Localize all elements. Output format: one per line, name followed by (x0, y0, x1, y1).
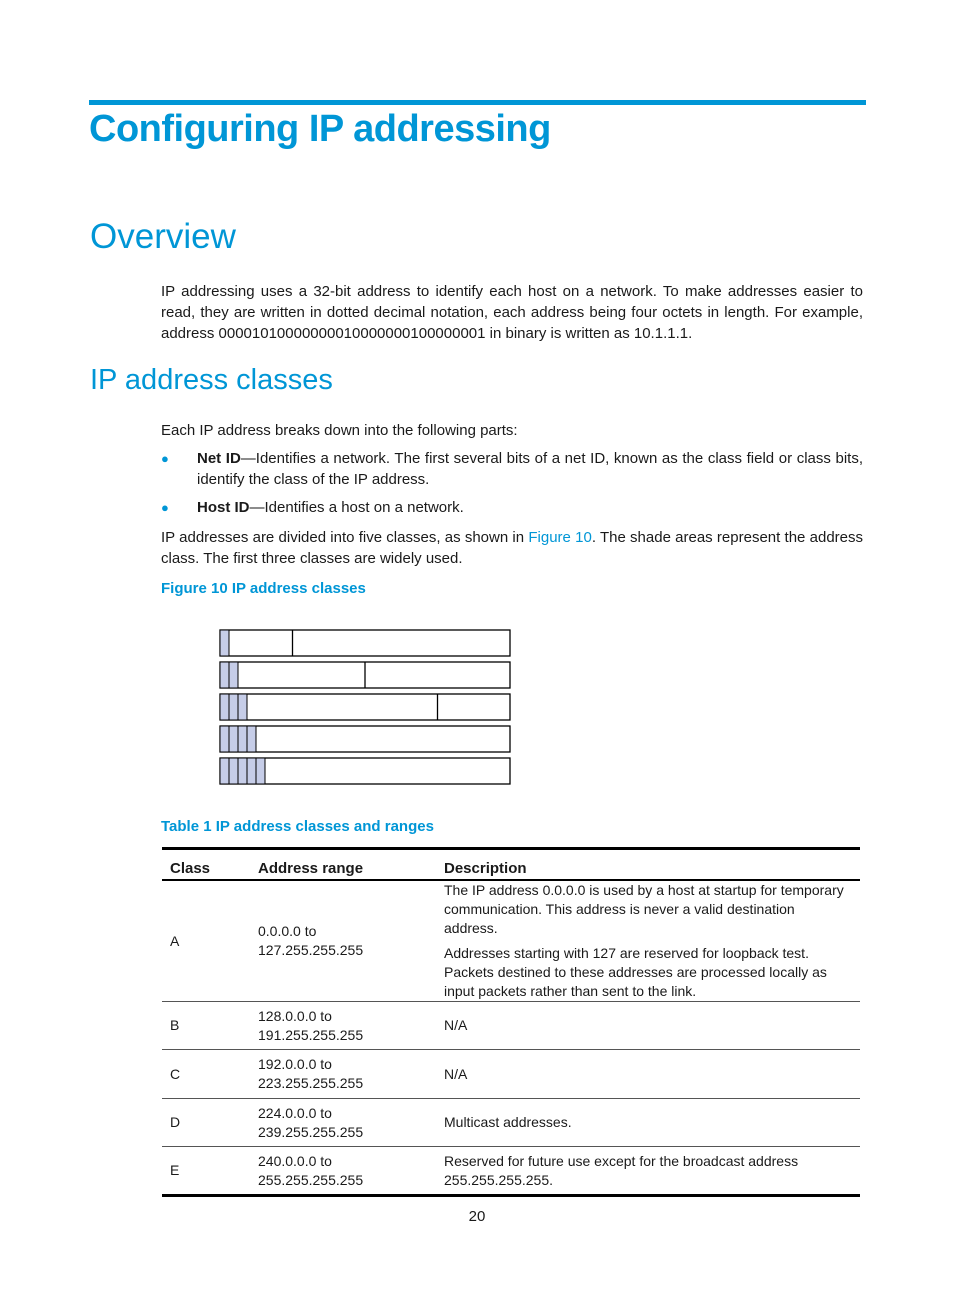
table-row (162, 1099, 860, 1147)
overview-heading: Overview (90, 217, 236, 256)
cell-class: E (162, 1147, 250, 1196)
overview-paragraph: IP addressing uses a 32-bit address to identify each host on a network. To make addresses easier to read, they are written in dotted decimal notation, each address being four octets in length. For example, address 00001010000000010000000100000001 in binary is written as 10.1.1.1. (161, 283, 863, 342)
table-caption: Table 1 IP address classes and ranges (161, 818, 434, 835)
page-number: 20 (468, 1208, 486, 1225)
table-row (162, 1002, 860, 1050)
bullet-dot-icon: ● (161, 451, 169, 466)
class-bit-cell (238, 758, 247, 784)
class-bit-cell (256, 758, 265, 784)
class-bit-cell (238, 726, 247, 752)
class-bit-cell (220, 630, 229, 656)
header-description: Description (436, 849, 860, 881)
table-row (162, 1147, 860, 1196)
classes-paragraph-text: IP addresses are divided into five classes, as shown in (161, 529, 529, 546)
class-bit-cell (229, 726, 238, 752)
cell-class: C (162, 1050, 250, 1099)
ip-address-classes-heading: IP address classes (90, 364, 333, 396)
cell-range: 240.0.0.0 to 255.255.255.255 (250, 1147, 436, 1196)
classes-paragraph-text-end: . The shade areas represent the address class. The first three classes are widely used. (161, 529, 863, 567)
class-bit-cell (220, 662, 229, 688)
cell-class: A (162, 880, 250, 1002)
cell-description: N/A (436, 1050, 860, 1099)
bullet-term: Net ID (197, 450, 241, 467)
intro-paragraph: Each IP address breaks down into the following parts: (161, 422, 518, 439)
class-bit-cell (220, 758, 229, 784)
class-bit-cell (229, 662, 238, 688)
bullet-text: —Identifies a network. The first several bits of a net ID, known as the class field or class bits, identify the class of the IP address. (197, 450, 863, 488)
chapter-title: Configuring IP addressing (89, 108, 551, 150)
cell-range: 192.0.0.0 to 223.255.255.255 (250, 1050, 436, 1099)
header-class: Class (162, 849, 250, 881)
cell-range: 128.0.0.0 to 191.255.255.255 (250, 1002, 436, 1050)
chapter-rule (89, 100, 866, 105)
class-row-box (220, 694, 510, 720)
class-bit-cell (220, 694, 229, 720)
cell-description: Multicast addresses. (436, 1099, 860, 1147)
class-bit-cell (229, 758, 238, 784)
cell-description: N/A (436, 1002, 860, 1050)
class-bit-cell (229, 694, 238, 720)
bullet-dot-icon: ● (161, 500, 169, 515)
figure-caption: Figure 10 IP address classes (161, 580, 366, 597)
cell-description: The IP address 0.0.0.0 is used by a host at startup for temporary communication. This address is never a valid destination address. Addresses starting with 127 are reserved for loopback test. Packets destined to these addresses are processed locally as input packets rather than sent to the link. (436, 880, 860, 1002)
header-address-range: Address range (250, 849, 436, 881)
cell-class: B (162, 1002, 250, 1050)
class-bit-cell (238, 694, 247, 720)
class-row-box (220, 630, 510, 656)
class-row-box (220, 726, 510, 752)
figure-10-link[interactable]: Figure 10 (528, 529, 592, 546)
ip-address-classes-figure (219, 629, 511, 786)
table-header-row (162, 849, 860, 881)
cell-range: 0.0.0.0 to 127.255.255.255 (250, 880, 436, 1002)
class-bit-cell (220, 726, 229, 752)
ip-classes-table (162, 847, 860, 1197)
bullet-term: Host ID (197, 499, 250, 516)
cell-description: Reserved for future use except for the broadcast address 255.255.255.255. (436, 1147, 860, 1196)
classes-paragraph (161, 527, 863, 569)
cell-range: 224.0.0.0 to 239.255.255.255 (250, 1099, 436, 1147)
cell-class: D (162, 1099, 250, 1147)
class-bit-cell (247, 758, 256, 784)
bullet-text: —Identifies a host on a network. (249, 499, 464, 516)
class-bit-cell (247, 726, 256, 752)
table-row (162, 1050, 860, 1099)
table-row (162, 880, 860, 1002)
